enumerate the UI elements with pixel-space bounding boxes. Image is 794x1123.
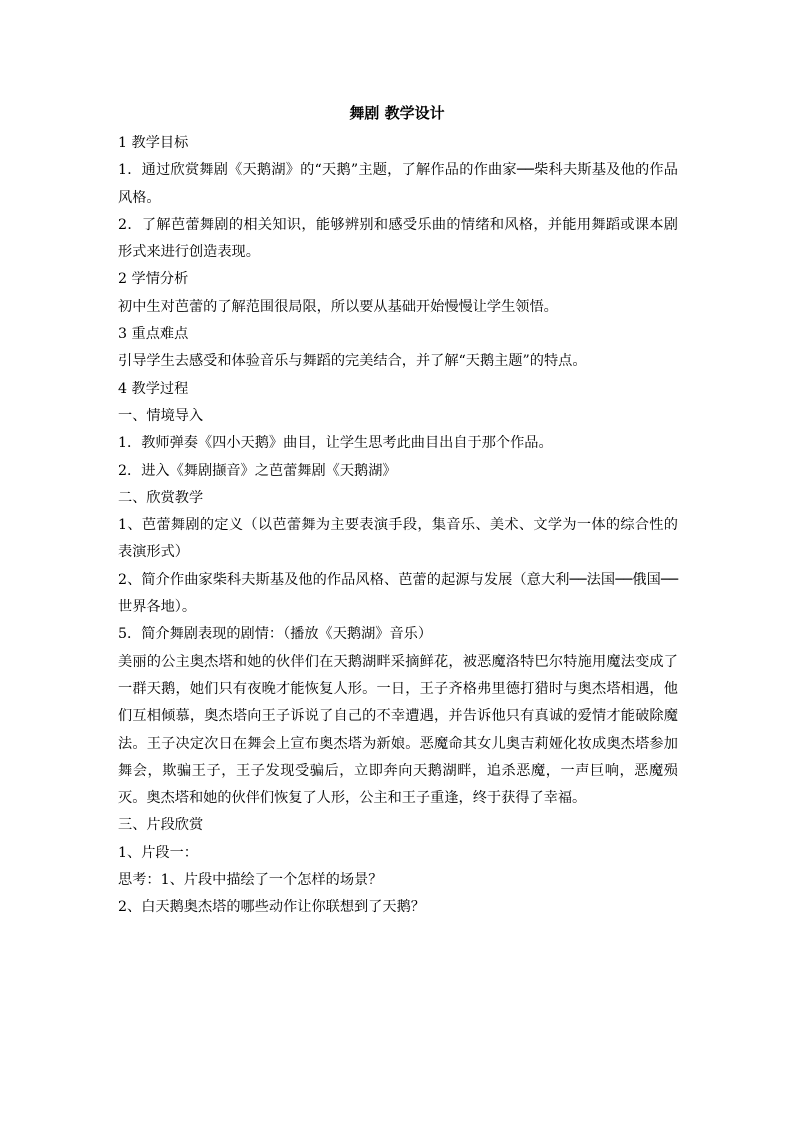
paragraph: 5．简介舞剧表现的剧情：（播放《天鹅湖》音乐） xyxy=(118,626,433,643)
paragraph: 2、白天鹅奥杰塔的哪些动作让你联想到了天鹅？ xyxy=(118,899,425,916)
paragraph: 1、芭蕾舞剧的定义（以芭蕾舞为主要表演手段，集音乐、美术、文学为一体的综合性的表演形式） xyxy=(118,517,678,561)
paragraph: 2．了解芭蕾舞剧的相关知识，能够辨别和感受乐曲的情绪和风格，并能用舞蹈或课本剧形式来进行创造表现。 xyxy=(118,216,678,261)
paragraph: 思考：1、片段中描绘了一个怎样的场景？ xyxy=(118,872,383,889)
paragraph: 1．教师弹奏《四小天鹅》曲目，让学生思考此曲目出自于那个作品。 xyxy=(118,435,553,452)
subheading: 二、欣赏教学 xyxy=(118,489,204,506)
section-heading-learner-analysis: 2 学情分析 xyxy=(118,271,189,288)
subheading: 一、情境导入 xyxy=(118,407,204,424)
paragraph: 初中生对芭蕾的了解范围很局限，所以要从基础开始慢慢让学生领悟。 xyxy=(118,298,558,315)
paragraph: 2．进入《舞剧撷音》之芭蕾舞剧《天鹅湖》 xyxy=(118,462,397,479)
paragraph: 1、片段一： xyxy=(118,844,198,861)
document-body xyxy=(118,130,678,922)
subheading: 三、片段欣赏 xyxy=(118,817,204,834)
section-heading-objectives: 1 教学目标 xyxy=(118,135,189,151)
paragraph: 2、简介作曲家柴科夫斯基及他的作品风格、芭蕾的起源与发展（意大利──法国──俄国──世界各地）。 xyxy=(118,571,678,616)
document-title: 舞剧 教学设计 xyxy=(349,104,445,122)
paragraph: 1．通过欣赏舞剧《天鹅湖》的“天鹅”主题，了解作品的作曲家──柴科夫斯基及他的作品风格。 xyxy=(118,162,678,206)
section-heading-process: 4 教学过程 xyxy=(118,380,189,397)
paragraph-story: 美丽的公主奥杰塔和她的伙伴们在天鹅湖畔采摘鲜花，被恶魔洛特巴尔特施用魔法变成了一群天鹅，她们只有夜晚才能恢复人形。一日，王子齐格弗里德打猎时与奥杰塔相遇，他们互相倾慕，奥杰塔向王子诉说了自己的不幸遭遇，并告诉他只有真诚的爱情才能破除魔法。王子决定次日在舞会上宣布奥杰塔为新娘。恶魔命其女儿奥吉莉娅化妆成奥杰塔参加舞会，欺骗王子，王子发现受骗后，立即奔向天鹅湖畔，追杀恶魔，一声巨响，恶魔殒灭。奥杰塔和她的伙伴们恢复了人形，公主和王子重逢，终于获得了幸福。 xyxy=(118,653,678,807)
section-heading-key-points: 3 重点难点 xyxy=(118,326,189,343)
paragraph: 引导学生去感受和体验音乐与舞蹈的完美结合，并了解“天鹅主题”的特点。 xyxy=(118,353,587,370)
